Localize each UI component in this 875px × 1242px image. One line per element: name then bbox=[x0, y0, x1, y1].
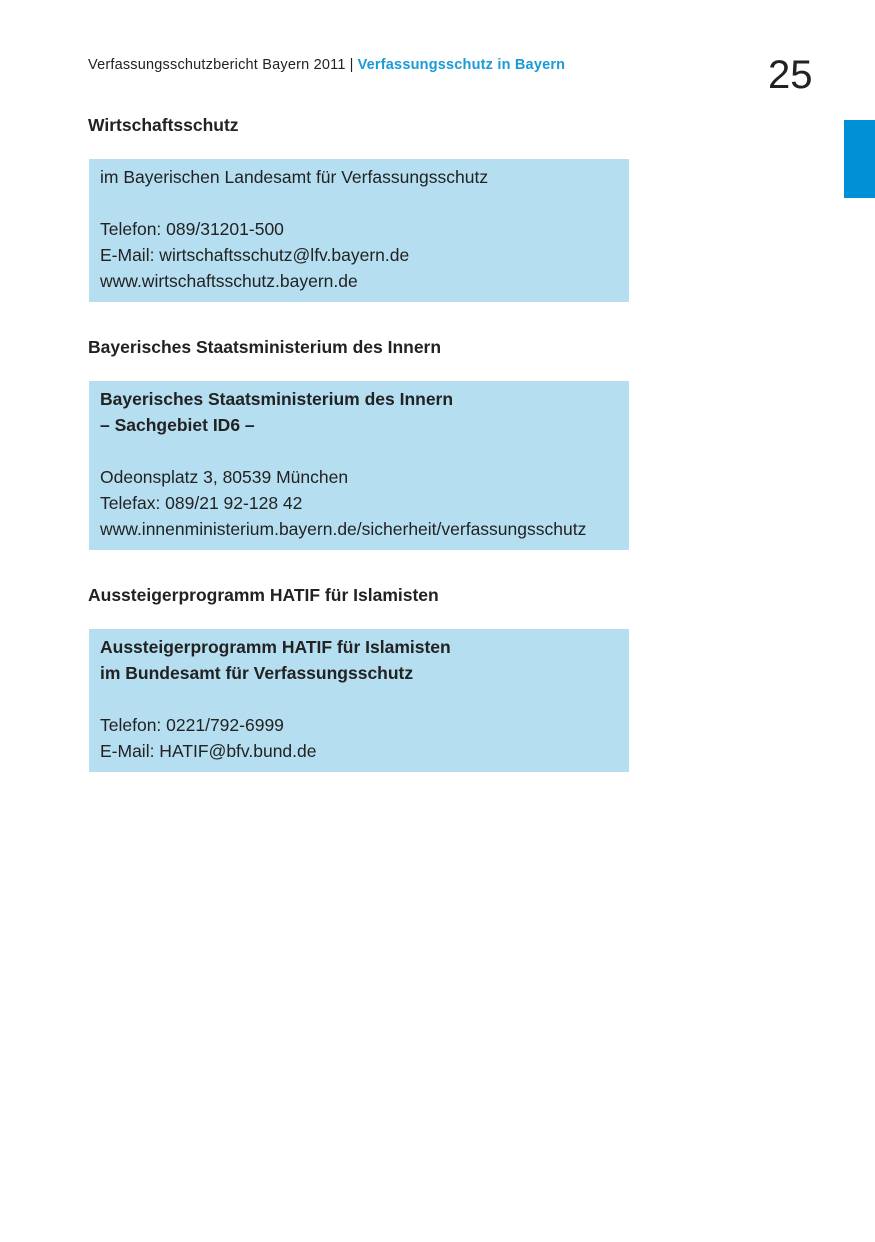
box-text-line: im Bayerischen Landesamt für Verfassungsschutz bbox=[100, 167, 489, 187]
email-address: E-Mail: wirtschaftsschutz@lfv.bayern.de bbox=[100, 245, 410, 265]
contact-box-staatsministerium bbox=[89, 381, 629, 550]
box-subtitle-line: im Bundesamt für Verfassungsschutz bbox=[100, 663, 414, 683]
box-spacer bbox=[100, 686, 618, 712]
chapter-tab-marker bbox=[844, 120, 875, 198]
contact-box-wirtschaftsschutz bbox=[89, 159, 629, 302]
section-heading-wirtschaftsschutz: Wirtschaftsschutz bbox=[88, 115, 239, 135]
website-link[interactable]: www.wirtschaftsschutz.bayern.de bbox=[100, 271, 358, 291]
section-heading-staatsministerium: Bayerisches Staatsministerium des Innern bbox=[88, 337, 442, 357]
website-link[interactable]: www.innenministerium.bayern.de/sicherheit/verfassungsschutz bbox=[100, 519, 587, 539]
box-subtitle-line: – Sachgebiet ID6 – bbox=[100, 415, 255, 435]
box-spacer bbox=[100, 438, 618, 464]
phone-number: Telefon: 089/31201-500 bbox=[100, 219, 284, 239]
fax-number: Telefax: 089/21 92-128 42 bbox=[100, 493, 303, 513]
box-title-line: Bayerisches Staatsministerium des Innern bbox=[100, 389, 454, 409]
contact-box-hatif bbox=[89, 629, 629, 772]
section-title: Verfassungsschutz in Bayern bbox=[357, 57, 566, 73]
phone-number: Telefon: 0221/792-6999 bbox=[100, 715, 284, 735]
postal-address: Odeonsplatz 3, 80539 München bbox=[100, 467, 349, 487]
header-separator: | bbox=[349, 57, 354, 73]
page-number: 25 bbox=[768, 53, 813, 97]
email-address[interactable]: E-Mail: HATIF@bfv.bund.de bbox=[100, 741, 317, 761]
publication-title: Verfassungsschutzbericht Bayern 2011 bbox=[88, 57, 346, 73]
section-heading-hatif: Aussteigerprogramm HATIF für Islamisten bbox=[88, 585, 439, 605]
box-title-line: Aussteigerprogramm HATIF für Islamisten bbox=[100, 637, 451, 657]
box-spacer bbox=[100, 190, 618, 216]
running-header bbox=[88, 57, 565, 73]
